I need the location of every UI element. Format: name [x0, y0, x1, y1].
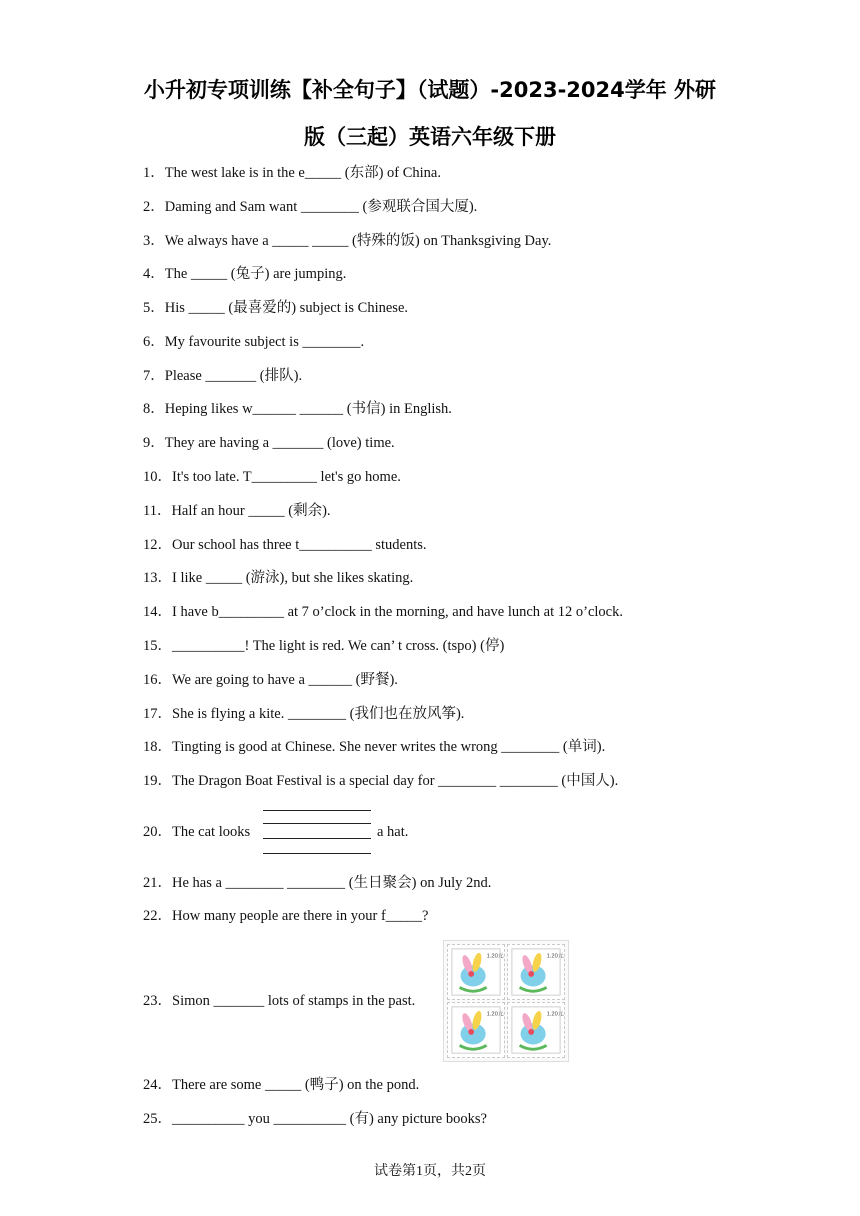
question-20-tail: a hat.: [377, 824, 409, 840]
question-18: 18．Tingting is good at Chinese. She never writes the wrong ________ (单词).: [143, 739, 606, 755]
page-footer: 试卷第1页，共2页: [374, 1164, 486, 1179]
answer-blank: [263, 838, 371, 839]
stamp-value: 1.20元: [546, 953, 564, 960]
rabbit-stamps-image: [443, 940, 569, 1062]
question-9: 9．They are having a _______ (love) time.: [143, 435, 395, 451]
document-title-line-1: 小升初专项训练【补全句子】（试题）-2023-2024学年 外研: [143, 78, 717, 102]
question-7: 7．Please _______ (排队).: [143, 368, 303, 384]
question-15: 15．__________! The light is red. We can’ t cross. (tspo) (停): [143, 638, 505, 654]
stamp-value: 1.20元: [486, 1011, 504, 1018]
question-17: 17．She is flying a kite. ________ (我们也在放风筝).: [143, 706, 465, 722]
rabbit-stamp: [507, 1002, 565, 1058]
question-6: 6．My favourite subject is ________.: [143, 334, 365, 350]
rabbit-stamp: [447, 1002, 505, 1058]
question-22: 22．How many people are there in your f_____?: [143, 908, 429, 924]
question-1: 1．The west lake is in the e_____ (东部) of China.: [143, 165, 441, 181]
question-19: 19．The Dragon Boat Festival is a special day for ________ ________ (中国人).: [143, 773, 619, 789]
stamp-value: 1.20元: [546, 1011, 564, 1018]
question-25: 25．__________ you __________ (有) any picture books?: [143, 1111, 487, 1127]
question-20: 20．The cat looks: [143, 824, 251, 840]
question-2: 2．Daming and Sam want ________ (参观联合国大厦).: [143, 199, 478, 215]
question-23: 23．Simon _______ lots of stamps in the past.: [143, 993, 416, 1009]
rabbit-stamp: [447, 944, 505, 1000]
stamp-value: 1.20元: [486, 953, 504, 960]
question-16: 16．We are going to have a ______ (野餐).: [143, 672, 398, 688]
question-10: 10．It's too late. T_________ let's go home.: [143, 469, 401, 485]
question-3: 3．We always have a _____ _____ (特殊的饭) on Thanksgiving Day.: [143, 233, 552, 249]
rabbit-stamp: [507, 944, 565, 1000]
question-8: 8．Heping likes w______ ______ (书信) in English.: [143, 401, 452, 417]
answer-blank: [263, 810, 371, 811]
answer-blank: [263, 853, 371, 854]
question-21: 21．He has a ________ ________ (生日聚会) on July 2nd.: [143, 875, 492, 891]
question-12: 12．Our school has three t__________ students.: [143, 537, 427, 553]
question-14: 14．I have b_________ at 7 o’clock in the morning, and have lunch at 12 o’clock.: [143, 604, 623, 620]
question-4: 4．The _____ (兔子) are jumping.: [143, 266, 347, 282]
question-13: 13．I like _____ (游泳), but she likes skating.: [143, 570, 414, 586]
question-24: 24．There are some _____ (鸭子) on the pond.: [143, 1077, 420, 1093]
answer-blank: [263, 823, 371, 824]
question-5: 5．His _____ (最喜爱的) subject is Chinese.: [143, 300, 409, 316]
question-11: 11．Half an hour _____ (剩余).: [143, 503, 331, 519]
document-title-line-2: 版（三起）英语六年级下册: [304, 125, 556, 149]
